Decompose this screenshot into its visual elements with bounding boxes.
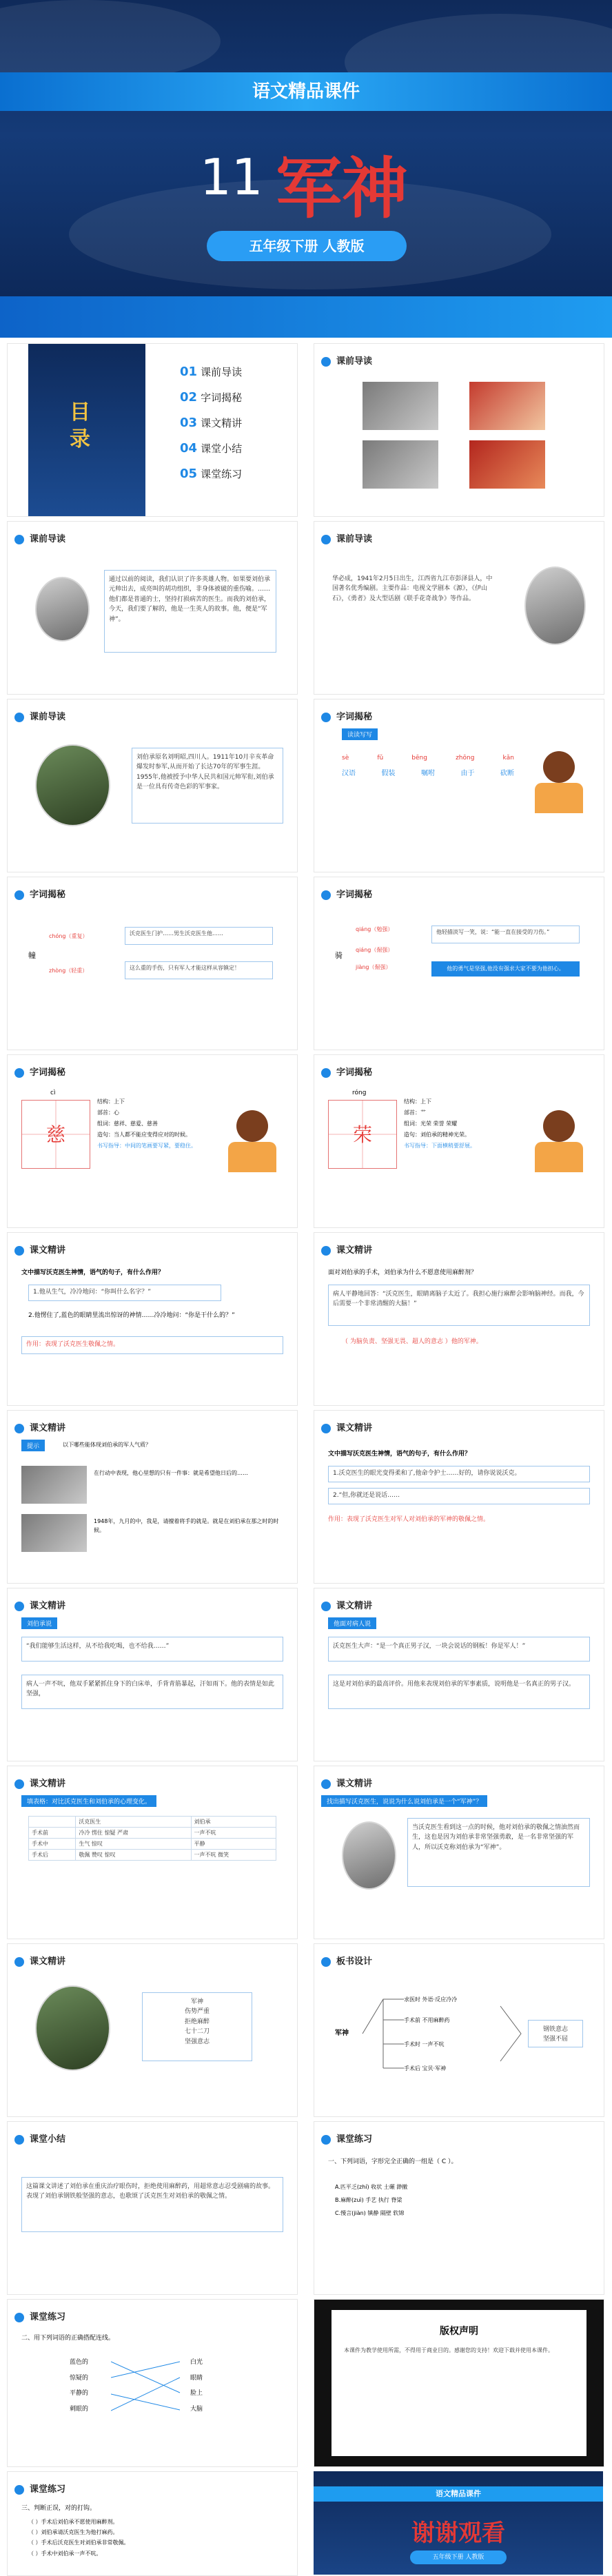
header-dot-icon xyxy=(321,1602,331,1611)
slide-header: 课堂练习 xyxy=(14,2482,65,2495)
slide-header: 课文精讲 xyxy=(321,1776,372,1789)
words-row: 汉语 假装 嘱咐 由于 砍断 xyxy=(342,770,514,777)
slide-header: 课文精讲 xyxy=(14,1776,65,1789)
photo xyxy=(469,440,545,489)
slide-char-ci xyxy=(7,1054,298,1228)
slide-header: 课前导读 xyxy=(321,354,372,367)
portrait-doctor xyxy=(342,1821,396,1890)
toc-item[interactable]: 05 课堂练习 xyxy=(180,467,243,481)
end-grade: 五年级下册 人教版 xyxy=(410,2551,507,2564)
cover-banner: 语文精品课件 xyxy=(0,72,612,111)
summary-text: 这篇课文讲述了刘伯承在重庆治疗眼伤时，拒绝使用麻醉药，用超常意志忍受剧痛的故事。表现了刘伯承钢铁般坚强的意志，也歌颂了沃克医生对刘伯承的敬佩之情。 xyxy=(21,2177,283,2232)
portrait-author xyxy=(524,566,586,645)
board-branch: 手术时 一声不吭 xyxy=(404,2041,445,2047)
match-lines xyxy=(111,2358,187,2427)
header-dot-icon xyxy=(14,1068,24,1078)
slide-lesson-19 xyxy=(7,1943,298,2117)
board-branch: 手术后 宝贝·军神 xyxy=(404,2065,447,2072)
option-a[interactable]: A.匹平乏(zhí) 收状 土碾 渺撤 xyxy=(335,2184,408,2190)
pron-3: jiàng（倔强） xyxy=(356,964,391,970)
question: 一、下列词语，字形完全正确的一组是（ C ）。 xyxy=(328,2158,458,2165)
slide-header: 字词揭秘 xyxy=(14,1065,65,1078)
sentence-2: 他的勇气是坚强,他没有强求大家不要为他担心。 xyxy=(431,961,580,977)
girl-illustration xyxy=(228,1110,276,1179)
slide-copyright xyxy=(314,2299,604,2467)
header-dot-icon xyxy=(321,1246,331,1256)
table-row: 手术前 冷冷 愣住 惊疑 严肃 一声不吭 xyxy=(29,1828,276,1839)
board-root: 军神 xyxy=(335,2030,349,2037)
table-row: 手术中 生气 惊叹 平静 xyxy=(29,1839,276,1850)
intro-text-box: 通过以前的阅读，我们认识了许多英雄人物。如果要刘伯承元帅出去，成亮叫的胡功组织，非身体被破的重伤喻。……他们都是普通的士，坚持打损病苦的医生。而我的刘伯承，今天，我们要了解的，他是一生英人的故事。他，便是“军神”。 xyxy=(104,570,276,653)
left-words: 蓝色的 惊疑的 平静的 刺眼的 xyxy=(70,2359,89,2413)
toc-item[interactable]: 03 课文精讲 xyxy=(180,416,243,430)
toc-item[interactable]: 04 课堂小结 xyxy=(180,441,243,456)
header-dot-icon xyxy=(14,1602,24,1611)
girl-illustration xyxy=(535,751,583,820)
header-dot-icon xyxy=(321,1779,331,1789)
slide-header: 课前导读 xyxy=(321,531,372,544)
slide-summary xyxy=(7,2121,298,2295)
slide-header: 课文精讲 xyxy=(14,1243,65,1256)
slide-liu-bio xyxy=(7,699,298,872)
header-dot-icon xyxy=(14,2313,24,2322)
slide-polyphone-1 xyxy=(7,877,298,1050)
slide-words xyxy=(314,699,604,872)
char-info: 结构：上下 部首：艹 组词：光荣 荣誉 荣耀 造句：刘伯承的精神光荣。 书写指导：下面横稍要舒展。 xyxy=(404,1098,476,1149)
photo xyxy=(363,382,438,430)
options xyxy=(335,2180,407,2220)
char-pinyin: róng xyxy=(352,1090,367,1096)
slide-toc xyxy=(7,343,298,517)
pinyin-row: sè fǔ bēng zhōng kǎn xyxy=(342,755,514,761)
header-dot-icon xyxy=(14,713,24,722)
header-dot-icon xyxy=(14,2485,24,2495)
header-dot-icon xyxy=(321,890,331,900)
lesson-number: 11 xyxy=(200,148,263,206)
slide-header: 课文精讲 xyxy=(321,1598,372,1611)
slide-exercise-2 xyxy=(7,2299,298,2467)
board-branch: 求医时 外语·反应冷冷 xyxy=(404,1996,458,2003)
header-dot-icon xyxy=(321,2135,331,2145)
slide-lesson-14 xyxy=(314,1410,604,1584)
polyphone-char: 幢 xyxy=(28,951,36,960)
pron-1: qiáng（勉强） xyxy=(356,926,394,932)
pron-2: zhòng（轻重） xyxy=(49,968,88,974)
slide-exercise-3 xyxy=(7,2471,298,2576)
question-tag: 找出描写沃克医生，说说为什么说刘伯承是一个“军神”？ xyxy=(321,1795,487,1807)
pron-2: qiáng（倔强） xyxy=(356,947,394,953)
header-dot-icon xyxy=(321,713,331,722)
slide-header: 字词揭秘 xyxy=(321,887,372,900)
question: 二、用下列词语的正确搭配连线。 xyxy=(21,2335,115,2342)
slide-header: 课文精讲 xyxy=(14,1954,65,1967)
slide-lesson-11 xyxy=(7,1232,298,1406)
toc-title: 目录 xyxy=(70,400,90,451)
tianzige-box: 慈 xyxy=(21,1100,90,1169)
portrait-marshal xyxy=(35,1985,110,2071)
slide-lesson-13 xyxy=(7,1410,298,1584)
tip-tag: 刘伯承说 xyxy=(21,1617,57,1629)
slide-char-rong xyxy=(314,1054,604,1228)
bio-text-box: 刘伯承原名刘明昭,四川人。1911年10月辛亥革命爆发时参军,从而开始了长达70年的军事生涯。1955年,他被授予中华人民共和国元帅军衔,刘伯承是一位具有传奇色彩的军事家。 xyxy=(132,748,283,824)
slide-header: 课前导读 xyxy=(14,709,65,722)
slide-lesson-12 xyxy=(314,1232,604,1406)
text-a: 在行动中表现，他心里想的只有一件事：就是希望他日后的…… xyxy=(94,1470,248,1476)
portrait-liu-bocheng xyxy=(35,577,90,642)
slide-lesson-18 xyxy=(314,1766,604,1939)
sentence-1: 他轻描淡写一笑，说：“能一直在接受的刀伤。” xyxy=(431,926,580,943)
photo xyxy=(21,1466,87,1504)
slide-header: 课文精讲 xyxy=(14,1598,65,1611)
sentence-1: 沃克医生门护……男生沃克医生他…… xyxy=(125,927,273,945)
question-tag: 填表格：对比沃克医生和刘伯承的心理变化。 xyxy=(21,1795,156,1807)
slide-header: 课堂练习 xyxy=(14,2309,65,2322)
photo xyxy=(21,1514,87,1552)
header-dot-icon xyxy=(14,890,24,900)
board-result: 钢铁意志 坚强不屈 xyxy=(528,2020,583,2047)
end-banner: 语文精品课件 xyxy=(314,2486,603,2502)
table-row: 沃克医生 刘伯承 xyxy=(29,1817,276,1828)
slide-header: 课文精讲 xyxy=(321,1243,372,1256)
cloud-decoration xyxy=(0,0,221,83)
copyright-card: 版权声明 本课件为教学使用所需，不得用于商业目的。感谢您的支持！欢迎下载并使用本课件。 xyxy=(332,2310,586,2456)
answer-1: 1.他从生气，冷冷地问：“你叫什么名字？” xyxy=(28,1285,221,1301)
slide-header: 板书设计 xyxy=(321,1954,372,1967)
portrait-marshal xyxy=(35,744,110,826)
header-dot-icon xyxy=(321,1424,331,1433)
slide-header: 字词揭秘 xyxy=(321,709,372,722)
toc-item[interactable]: 01 课前导读 xyxy=(180,365,243,379)
question: 面对刘伯承的手术，刘伯承为什么不愿意使用麻醉剂？ xyxy=(328,1269,478,1276)
answer-1: 1.沃克医生的眼光变得柔和了,他命令护士……好的，请你说说沃克。 xyxy=(328,1466,590,1482)
text-box: 病人一声不吭，他双手紧紧抓住身下的白床单，手背青筋暴起，汗如雨下。他的表情是如此坚强， xyxy=(21,1675,283,1709)
toc-panel xyxy=(28,344,145,516)
lesson-title: 军神 xyxy=(276,150,408,227)
cover-bottom-band xyxy=(0,296,612,338)
grade-pill: 五年级下册 人教版 xyxy=(207,231,407,261)
author-text: 华必成，1941年2月5日出生，江西省九江市彭泽县人，中国著名优秀编剧。主要作品：电视文学剧本《源》，《伊山石》，《勇者》及大型话剧《联手花奇战争》等作品。 xyxy=(328,570,500,653)
comparison-table xyxy=(28,1816,276,1861)
question: 以下哪些能体现刘伯承的军人气质？ xyxy=(63,1442,151,1448)
cover-slide xyxy=(0,0,612,338)
answer-box: 当沃克医生看到这一点的时候，他对刘伯承的敬佩之情油然而生，这也是因为刘伯承非常坚强勇敢，是一名非常坚强的军人，所以沃克称刘伯承为“军神”。 xyxy=(407,1818,590,1887)
slide-lesson-17 xyxy=(7,1766,298,1939)
summary-box: 军神 伤势严重 拒绝麻醉 七十二刀 坚强意志 xyxy=(142,1992,252,2061)
note: 作用：表现了沃克医生对军人对刘伯承的军神的敬佩之情。 xyxy=(328,1516,490,1523)
slide-header: 课文精讲 xyxy=(14,1420,65,1433)
pron-1: chóng（重复） xyxy=(49,933,88,939)
slide-polyphone-2 xyxy=(314,877,604,1050)
board-branch: 手术前 不用麻醉药 xyxy=(404,2017,450,2023)
photo xyxy=(469,382,545,430)
judge-items: （ ）手术后刘伯承不愿使用麻醉剂。 （ ）刘伯承请沃克医生为他打麻药。 （ ）手术后沃克医生对刘伯承非常敬佩。 （ ）手术中刘伯承一声不吭。 xyxy=(28,2519,130,2557)
slide-author xyxy=(314,521,604,695)
tip-tag: 提示 xyxy=(21,1440,45,1451)
text-box: 这是对刘伯承的最高评价。用他来表现刘伯承的军事素质，说明他是一名真正的男子汉。 xyxy=(328,1675,590,1709)
slide-intro-text xyxy=(7,521,298,695)
slide-lesson-15 xyxy=(7,1588,298,1761)
slide-board-design xyxy=(314,1943,604,2117)
header-dot-icon xyxy=(321,535,331,544)
note: （ 为脑负责、坚强无畏、超人的意志 ）他的军神。 xyxy=(342,1338,482,1345)
words-tag: 读读写写 xyxy=(342,728,378,740)
answer-2: 2.“但,你就还是说话…… xyxy=(328,1488,590,1504)
toc-list xyxy=(180,365,242,481)
option-b[interactable]: B.麻醉(zuì) 手艺 执行 脊梁 xyxy=(335,2197,402,2204)
slide-header: 课文精讲 xyxy=(321,1420,372,1433)
header-dot-icon xyxy=(321,1068,331,1078)
slide-intro-photos xyxy=(314,343,604,517)
header-dot-icon xyxy=(14,1424,24,1433)
quote-box: “我们能够生活这样，从不给我吃喝，也不给我……” xyxy=(21,1637,283,1662)
char-pinyin: cì xyxy=(50,1090,56,1096)
answer-2: 2.他愣住了,蓝色的眼睛里流出惊讶的神情……冷冷地问：“你是干什么的？” xyxy=(28,1312,235,1319)
sentence-2: 这么重的手伤，只有军人才能这样从容镇定！ xyxy=(125,961,273,979)
polyphone-char: 骑 xyxy=(335,951,343,960)
slide-exercise-1 xyxy=(314,2121,604,2295)
header-dot-icon xyxy=(321,357,331,367)
answer-box: 病人平静地回答：“沃克医生，眼睛离脑子太近了。我担心施行麻醉会影响脑神经。而我，今后需要一个非常清醒的大脑！” xyxy=(328,1285,590,1326)
right-words: 白光 眼睛 脸上 大脑 xyxy=(190,2359,203,2413)
end-title: 谢谢观看 xyxy=(411,2519,505,2547)
option-c[interactable]: C.慢言(jiàn) 镇静 隔壁 软锦 xyxy=(335,2210,405,2217)
question: 三、判断正误，对的打钩。 xyxy=(21,2505,96,2512)
quote-box: 沃克医生大声：“是一个真正男子汉，一块会说话的钢板！你是军人！” xyxy=(328,1637,590,1662)
text-b: 1948年，九月的中，我是，请擅着将手的就是。就是在刘伯承在那之时的时候。 xyxy=(94,1518,279,1533)
slide-lesson-16 xyxy=(314,1588,604,1761)
header-dot-icon xyxy=(14,1246,24,1256)
char-info: 结构：上下 部首：心 组词：慈祥、慈爱、慈善 造句：当人都不能应变得应对的时候。 书写指导：中间的笔画要写紧，要稳住。 xyxy=(97,1098,196,1149)
girl-illustration xyxy=(535,1110,583,1179)
header-dot-icon xyxy=(14,2135,24,2145)
slide-header: 字词揭秘 xyxy=(321,1065,372,1078)
table-row: 手术后 敬佩 赞叹 惊叹 一声不吭 微笑 xyxy=(29,1850,276,1861)
tip-tag: 他面对病人说 xyxy=(328,1617,376,1629)
slide-header: 字词揭秘 xyxy=(14,887,65,900)
slide-header: 课堂小结 xyxy=(14,2132,65,2145)
question: 文中描写沃克医生神情，语气的句子，有什么作用？ xyxy=(328,1451,471,1458)
slide-header: 课前导读 xyxy=(14,531,65,544)
header-dot-icon xyxy=(14,1779,24,1789)
header-dot-icon xyxy=(321,1957,331,1967)
slide-thanks xyxy=(314,2471,603,2575)
tianzige-box: 荣 xyxy=(328,1100,397,1169)
question: 文中描写沃克医生神情，语气的句子，有什么作用？ xyxy=(21,1269,165,1276)
slide-header: 课堂练习 xyxy=(321,2132,372,2145)
photo xyxy=(363,440,438,489)
toc-item[interactable]: 02 字词揭秘 xyxy=(180,390,243,405)
note: 作用：表现了沃克医生敬佩之情。 xyxy=(21,1336,283,1354)
header-dot-icon xyxy=(14,1957,24,1967)
header-dot-icon xyxy=(14,535,24,544)
